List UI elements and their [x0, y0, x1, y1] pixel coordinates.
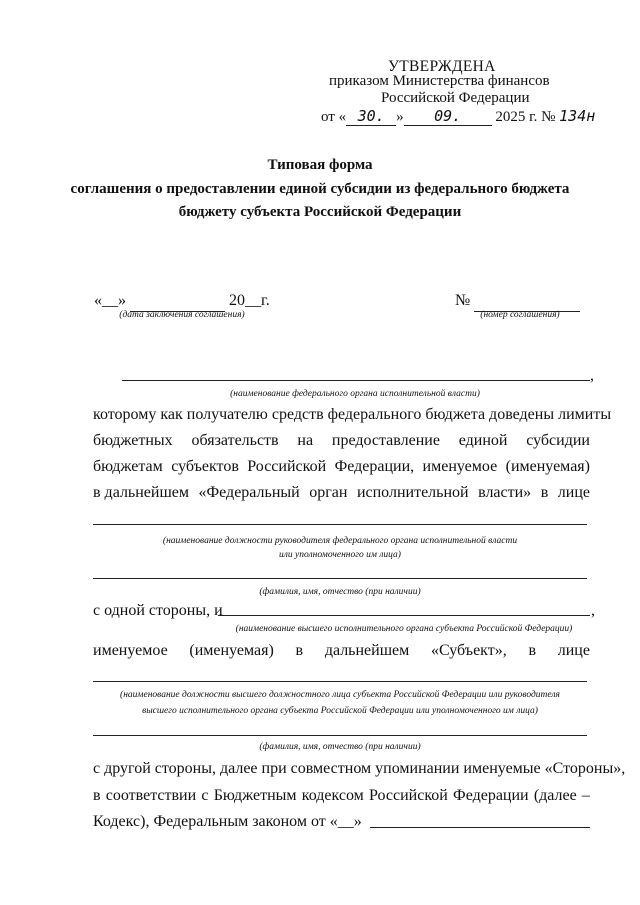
law-blank-line: [370, 827, 590, 828]
fio-line-2: [93, 735, 587, 736]
word: в: [540, 484, 549, 501]
approval-title: УТВЕРЖДЕНА: [388, 58, 496, 75]
head-position-caption-2: или уполномоченного им лица): [279, 550, 401, 560]
word: (именуемая): [189, 642, 274, 659]
approval-date-line: [321, 107, 595, 126]
word: лице: [557, 642, 590, 659]
other-side-line-3: Кодекс), Федеральным законом от «__»: [93, 813, 362, 830]
word: Бюджетным: [213, 787, 297, 804]
word: предоставление: [331, 432, 440, 449]
word: дальнейшем: [324, 642, 410, 659]
federal-body-caption: (наименование федерального органа исполнительной власти): [230, 389, 480, 399]
head-position-line: [93, 524, 587, 525]
approval-from-prefix: от «: [321, 109, 347, 125]
approval-year-part: 2025 г. №: [495, 109, 556, 125]
date-month-blank: [130, 291, 225, 312]
form-title-line-1: Типовая форма: [267, 157, 373, 173]
word: «Федеральный: [198, 484, 300, 501]
word: кодексом: [301, 787, 364, 804]
word: соответствии: [105, 787, 197, 804]
date-day-quotes: «__»: [94, 292, 126, 309]
one-side-text: с одной стороны, и: [93, 602, 223, 619]
fio-line-1: [93, 578, 587, 579]
fio-caption-1: (фамилия, имя, отчество (при наличии): [259, 587, 421, 597]
form-title-line-2: соглашения о предоставлении единой субсидии из федерального бюджета: [70, 181, 570, 197]
word: субсидии: [526, 432, 590, 449]
word: именуемое: [93, 642, 168, 659]
word: лице: [557, 484, 590, 501]
word: в: [93, 787, 101, 804]
subject-body-caption: (наименование высшего исполнительного органа субъекта Российской Федерации): [235, 624, 573, 634]
word: Федерации: [453, 787, 529, 804]
comma: ,: [590, 367, 594, 384]
federal-body-line: [122, 380, 590, 381]
word: на: [297, 432, 314, 449]
word: в дальнейшем: [93, 484, 189, 501]
subject-head-caption-2: высшего исполнительного органа субъекта Российской Федерации или уполномоченного им лица): [142, 706, 538, 716]
agreement-date: [94, 291, 270, 312]
form-title-line-3: бюджету субъекта Российской Федерации: [178, 204, 462, 220]
word: власти»: [478, 484, 532, 501]
word: (далее: [533, 787, 577, 804]
word: бюджетам: [93, 458, 163, 475]
word: –: [581, 787, 590, 804]
word: бюджетных: [93, 432, 173, 449]
word: орган: [309, 484, 348, 501]
subject-head-caption-1: (наименование должности высшего должностного лица субъекта Российской Федерации или руководителя: [120, 690, 560, 700]
word: Российской: [368, 787, 448, 804]
word: субъектов: [171, 458, 239, 475]
word: Федерации,: [334, 458, 415, 475]
approval-number: 134н: [559, 107, 596, 125]
date-year: 20__г.: [229, 292, 270, 309]
word: исполнительной: [356, 484, 469, 501]
approval-line-2: Российской Федерации: [381, 90, 530, 106]
p1-line-1: которому как получателю средств федерального бюджета доведены лимиты: [93, 406, 612, 423]
subject-head-line: [93, 681, 587, 682]
comma-2: ,: [591, 602, 595, 619]
approval-line-1: приказом Министерства финансов: [329, 73, 550, 89]
approval-day: 30.: [346, 107, 396, 126]
word: обязательств: [191, 432, 279, 449]
word: единой: [458, 432, 508, 449]
approval-month: 09.: [404, 107, 492, 126]
word: (именуемая): [505, 458, 590, 475]
p1-line-2: [93, 431, 590, 451]
number-caption: (номер соглашения): [480, 310, 560, 320]
word: в: [528, 642, 537, 659]
other-side-line-1: с другой стороны, далее при совместном упоминании именуемые «Стороны»,: [93, 760, 626, 777]
approval-mid-quote: »: [396, 109, 404, 125]
number-sign: №: [455, 292, 471, 309]
number-blank: [474, 291, 580, 312]
fio-caption-2: (фамилия, имя, отчество (при наличии): [259, 742, 421, 752]
other-side-line-2: [93, 786, 590, 806]
word: «Субъект»,: [430, 642, 507, 659]
agreement-number: [455, 291, 580, 312]
word: с: [201, 787, 209, 804]
word: в: [295, 642, 304, 659]
word: Российской: [247, 458, 327, 475]
subject-body-line: [218, 615, 590, 616]
p1-line-4: [93, 483, 590, 503]
head-position-caption-1: (наименование должности руководителя федерального органа исполнительной власти: [162, 536, 518, 546]
date-caption: (дата заключения соглашения): [119, 310, 245, 320]
word: именуемое: [422, 458, 498, 475]
p1-line-3: [93, 457, 590, 477]
named-line: [93, 641, 590, 661]
